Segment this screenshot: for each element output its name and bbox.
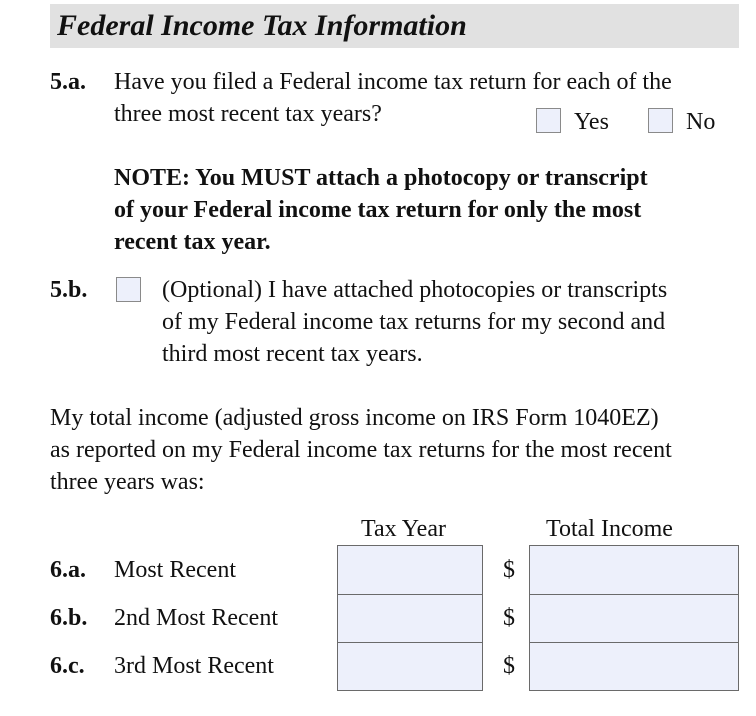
tax-year-field-6c[interactable]: [337, 642, 483, 691]
section-title: Federal Income Tax Information: [57, 9, 467, 42]
question-5a-number: 5.a.: [50, 69, 86, 95]
row-6b-number: 6.b.: [50, 605, 88, 631]
question-5b-text-line2: of my Federal income tax returns for my second and: [162, 309, 666, 335]
income-intro-line1: My total income (adjusted gross income on IRS Form 1040EZ): [50, 405, 659, 431]
question-5a-text-line1: Have you filed a Federal income tax return for each of the: [114, 69, 672, 95]
tax-year-field-6b[interactable]: [337, 594, 483, 643]
note-line1: NOTE: You MUST attach a photocopy or transcript: [114, 165, 648, 191]
tax-year-field-6a[interactable]: [337, 545, 483, 595]
column-header-total-income: Total Income: [546, 516, 673, 542]
question-5b-text-line1: (Optional) I have attached photocopies or transcripts: [162, 277, 668, 303]
total-income-field-6c[interactable]: [529, 642, 739, 691]
dollar-sign-6a: $: [503, 557, 515, 583]
total-income-field-6a[interactable]: [529, 545, 739, 595]
no-label: No: [686, 109, 716, 135]
column-header-tax-year: Tax Year: [361, 516, 446, 542]
total-income-field-6b[interactable]: [529, 594, 739, 643]
no-checkbox[interactable]: [648, 108, 673, 133]
question-5b-text-line3: third most recent tax years.: [162, 341, 423, 367]
row-6a-number: 6.a.: [50, 557, 86, 583]
note-line2: of your Federal income tax return for only the most: [114, 197, 642, 223]
row-6a-label: Most Recent: [114, 557, 236, 583]
dollar-sign-6c: $: [503, 653, 515, 679]
question-5b-number: 5.b.: [50, 277, 88, 303]
income-intro-line3: three years was:: [50, 469, 205, 495]
row-6b-label: 2nd Most Recent: [114, 605, 278, 631]
yes-checkbox[interactable]: [536, 108, 561, 133]
question-5a-text-line2: three most recent tax years?: [114, 101, 382, 127]
income-intro-line2: as reported on my Federal income tax returns for the most recent: [50, 437, 672, 463]
yes-label: Yes: [574, 109, 609, 135]
row-6c-number: 6.c.: [50, 653, 85, 679]
note-line3: recent tax year.: [114, 229, 271, 255]
optional-attachment-checkbox[interactable]: [116, 277, 141, 302]
dollar-sign-6b: $: [503, 605, 515, 631]
row-6c-label: 3rd Most Recent: [114, 653, 274, 679]
